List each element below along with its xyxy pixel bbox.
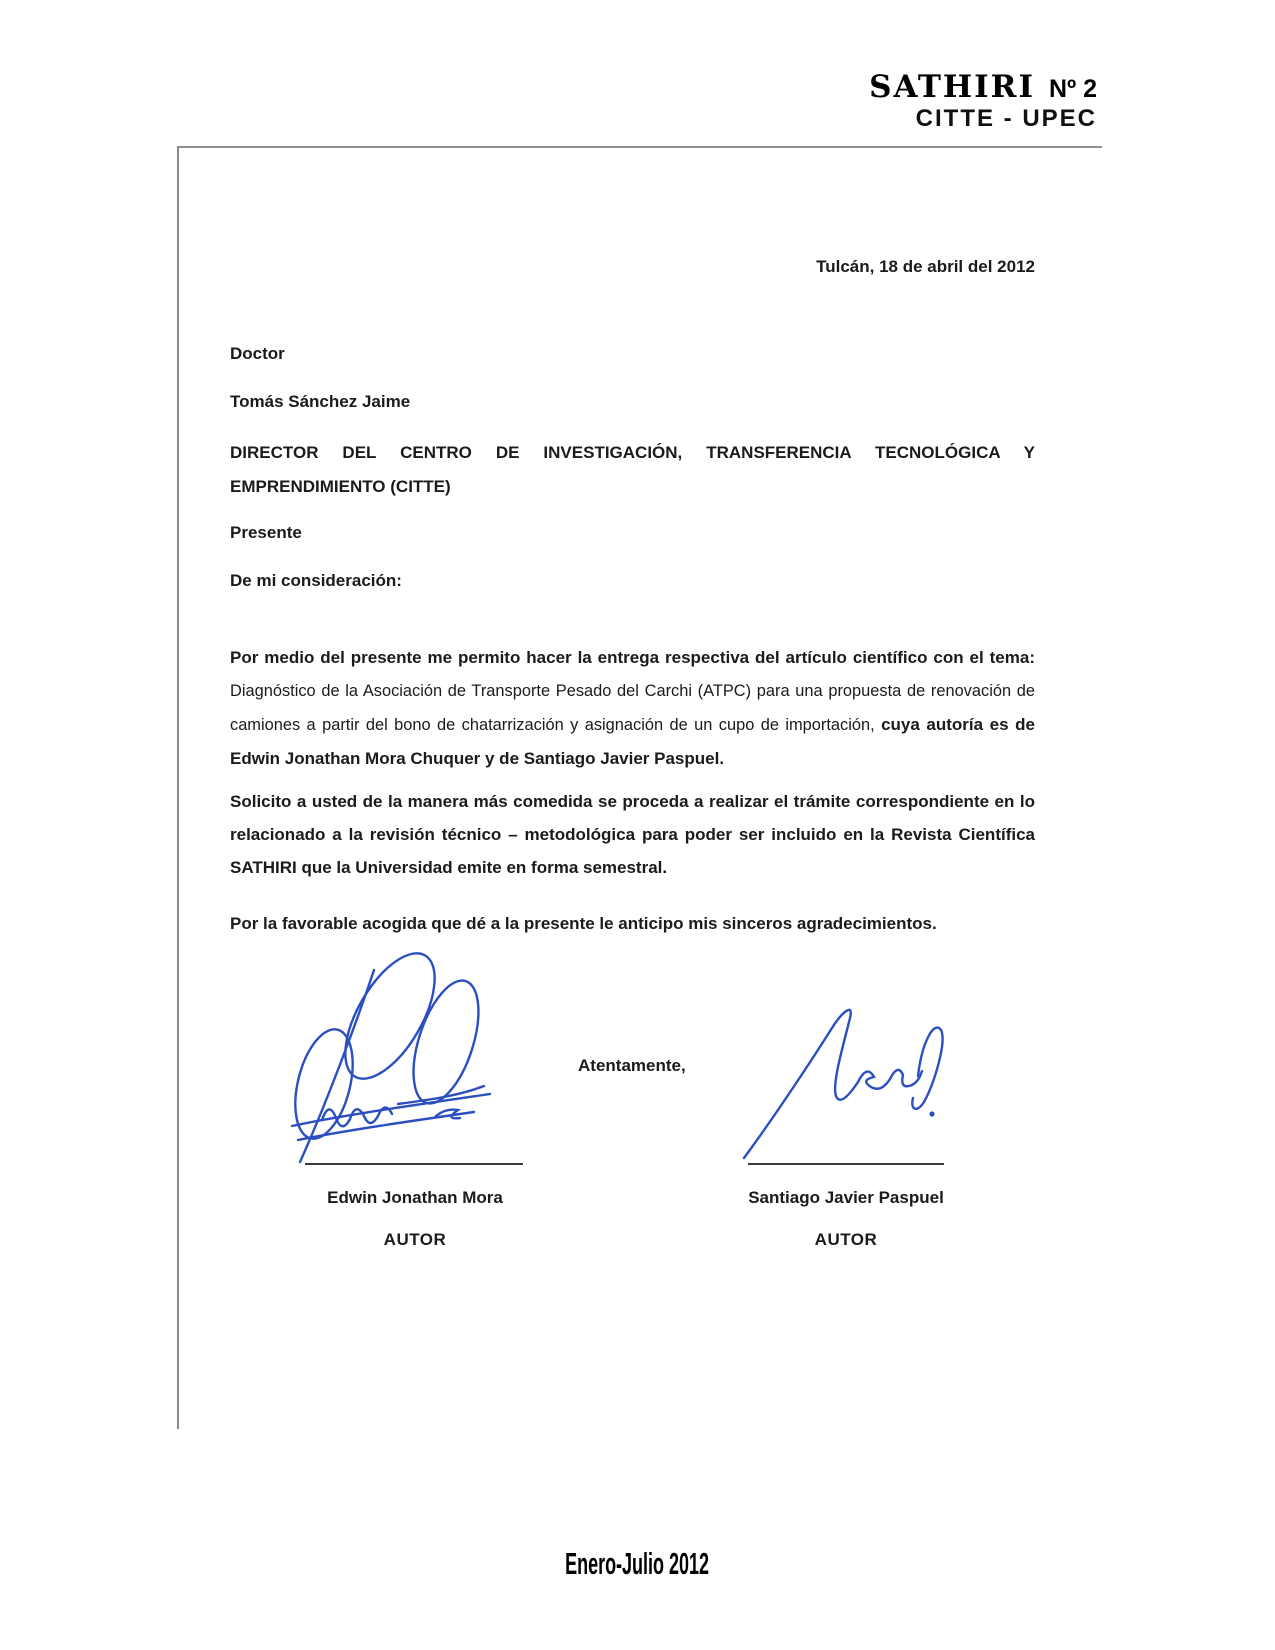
signature-line-left — [305, 1163, 523, 1165]
signer-role-right: AUTOR — [814, 1230, 878, 1249]
recipient-name: Tomás Sánchez Jaime — [230, 392, 411, 411]
recipient-presente: Presente — [230, 523, 302, 542]
letter-date: Tulcán, 18 de abril del 2012 — [816, 257, 1035, 276]
paragraph-1 — [230, 641, 1035, 775]
signer-name-right: Santiago Javier Paspuel — [748, 1188, 944, 1207]
recipient-title: DIRECTOR DEL CENTRO DE INVESTIGACIÓN, TRANSFERENCIA TECNOLÓGICA Y EMPRENDIMIENTO (CITTE) — [230, 443, 1035, 496]
journal-subtitle: CITTE - UPEC — [915, 105, 1097, 133]
signer-name-left: Edwin Jonathan Mora — [327, 1188, 503, 1207]
paragraph-1-thesis-title: Diagnóstico de la Asociación de Transporte Pesado del Carchi (ATPC) para una propuesta de renovación de camiones a partir del bono de chatarrización y asignación de un cupo de importación, — [230, 682, 1035, 734]
paragraph-1-intro: Por medio del presente me permito hacer la entrega respectiva del artículo científico con el tema: — [230, 648, 1035, 667]
letter-greeting: De mi consideración: — [230, 571, 402, 590]
handwritten-signature-santiago — [736, 980, 952, 1172]
paragraph-1-end: cuya autoría es de Edwin Jonathan Mora Chuquer y de Santiago Javier Paspuel. — [230, 715, 1035, 768]
signer-role-left: AUTOR — [383, 1230, 447, 1249]
journal-title-line — [869, 70, 1097, 104]
footer-period: Enero-Julio 2012 — [565, 1546, 710, 1581]
paragraph-2: Solicito a usted de la manera más comedida se proceda a realizar el trámite correspondiente en lo relacionado a la revisión técnico – metodológica para poder ser incluido en la Revista Científica SATHIRI que la Universidad emite en forma semestral. — [230, 792, 1035, 877]
signature-line-right — [748, 1163, 944, 1165]
page-footer — [0, 1546, 1275, 1582]
journal-issue-number: Nº 2 — [1048, 75, 1097, 103]
letter-closing: Atentamente, — [578, 1056, 686, 1075]
journal-header — [869, 70, 1097, 132]
recipient-salutation: Doctor — [230, 344, 285, 363]
journal-title: SATHIRI — [869, 69, 1035, 105]
paragraph-3: Por la favorable acogida que dé a la presente le anticipo mis sinceros agradecimientos. — [230, 914, 937, 933]
handwritten-signature-edwin — [278, 944, 510, 1174]
